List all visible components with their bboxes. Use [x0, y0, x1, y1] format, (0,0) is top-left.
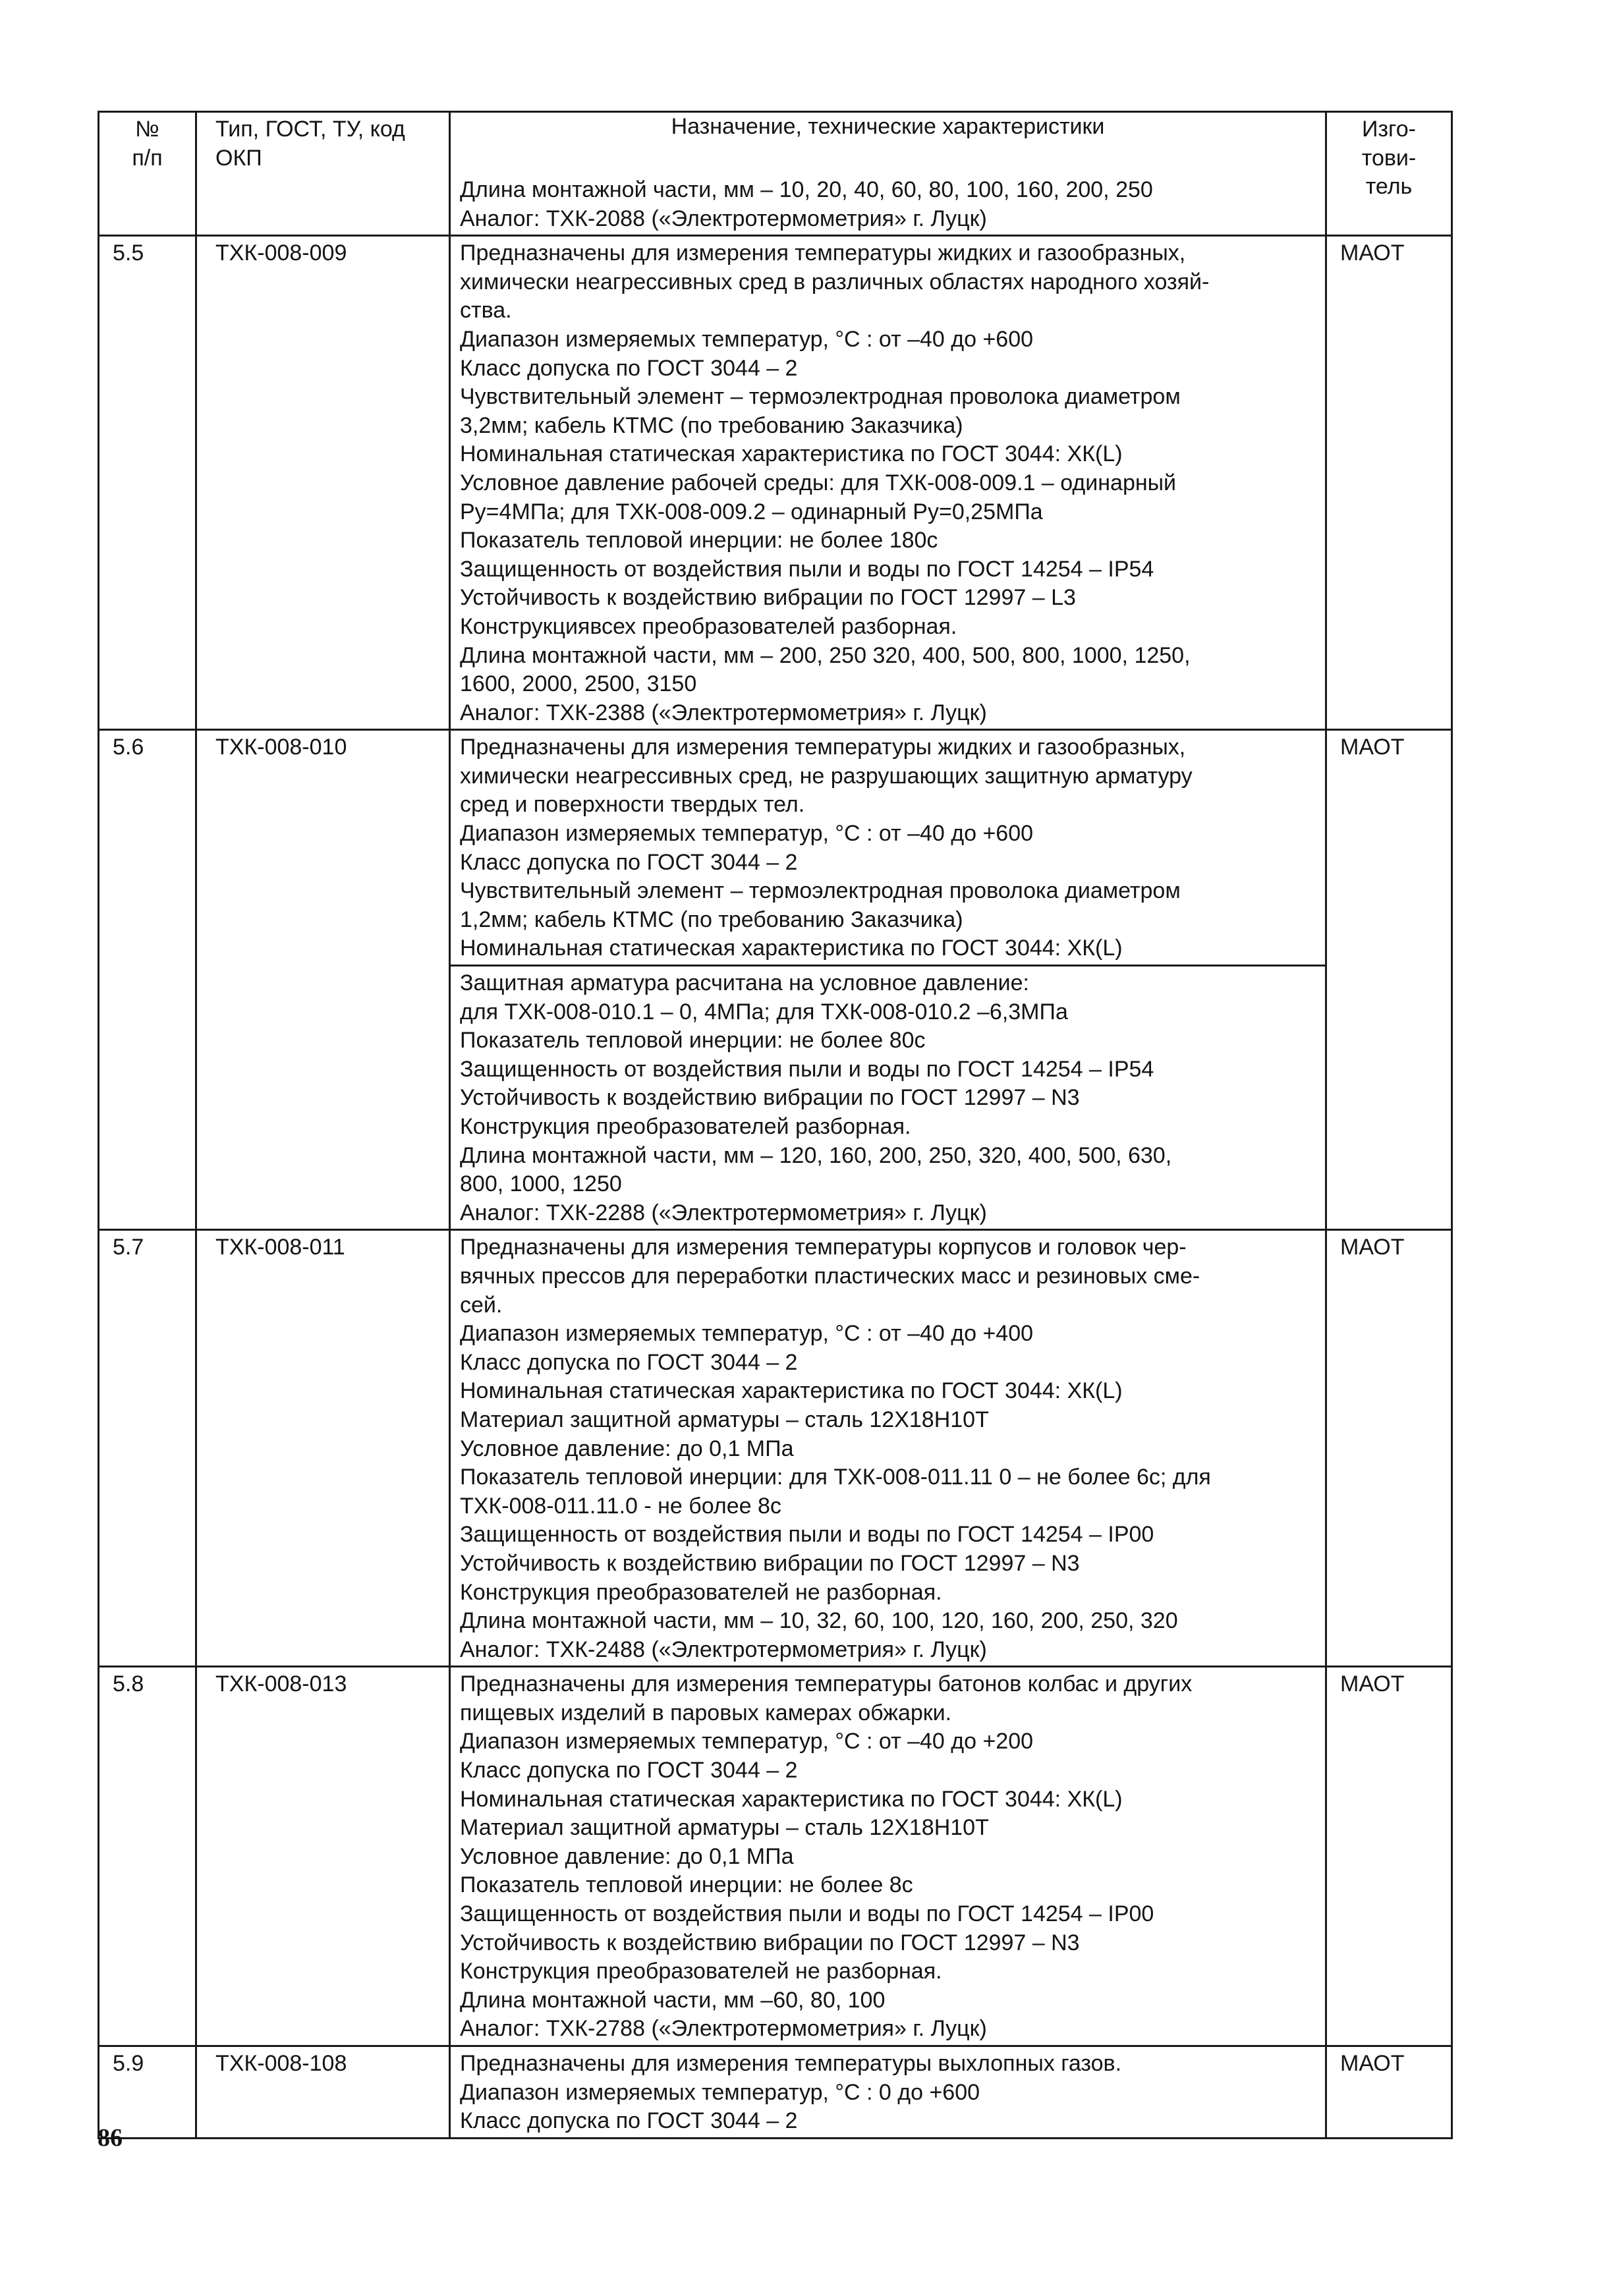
description-line: Материал защитной арматуры – сталь 12Х18Н10Т — [460, 1815, 989, 1841]
row-type: ТХК-008-108 — [196, 2046, 450, 2139]
header-maker-line: тель — [1365, 174, 1413, 200]
description-line: Класс допуска по ГОСТ 3044 – 2 — [460, 355, 798, 381]
header-number-line: № — [135, 117, 159, 142]
description-line: химически неагрессивных сред, не разрушающих защитную арматуру — [460, 763, 1193, 789]
description-line: Номинальная статическая характеристика по ГОСТ 3044: ХК(L) — [460, 1378, 1123, 1404]
row-number: 5.5 — [99, 236, 196, 730]
description-line: Номинальная статическая характеристика по ГОСТ 3044: ХК(L) — [460, 936, 1123, 961]
description-line: Конструкциявсех преобразователей разборная. — [460, 613, 957, 639]
header-maker-line: тови- — [1361, 145, 1417, 171]
row-description — [450, 730, 1326, 966]
specifications-table — [98, 111, 1453, 2139]
row-description — [450, 1667, 1326, 2046]
header-number-line: п/п — [132, 145, 163, 171]
description-line: 1600, 2000, 2500, 3150 — [460, 671, 697, 697]
description-line: Конструкция преобразователей не разборная. — [460, 1959, 942, 1984]
description-line: Защищенность от воздействия пыли и воды по ГОСТ 14254 – IP54 — [460, 556, 1154, 582]
description-line: Класс допуска по ГОСТ 3044 – 2 — [460, 849, 798, 875]
description-line: Условное давление: до 0,1 МПа — [460, 1436, 794, 1461]
description-line: вячных прессов для переработки пластических масс и резиновых сме- — [460, 1263, 1200, 1289]
row-description — [450, 1230, 1326, 1667]
description-line: Диапазон измеряемых температур, °С : 0 до +600 — [460, 2079, 980, 2105]
description-line: Устойчивость к воздействию вибрации по ГОСТ 12997 – L3 — [460, 585, 1076, 611]
header-maker-line: Изго- — [1362, 117, 1416, 142]
description-line: сей. — [460, 1292, 503, 1318]
header-maker — [1326, 112, 1452, 236]
table-row — [99, 1230, 1452, 1667]
description-line: Предназначены для измерения температуры выхлопных газов. — [460, 2051, 1122, 2076]
description-line: для ТХК-008-010.1 – 0, 4МПа; для ТХК-008-010.2 –6,3МПа — [460, 999, 1068, 1024]
description-line: ства. — [460, 298, 512, 323]
row-type: ТХК-008-009 — [196, 236, 450, 730]
header-type-line: ОКП — [215, 145, 262, 171]
table-row — [99, 1667, 1452, 2046]
row-number: 5.9 — [99, 2046, 196, 2139]
header-number — [99, 112, 196, 236]
description-line: Класс допуска по ГОСТ 3044 – 2 — [460, 1349, 798, 1375]
description-line: ТХК-008-011.11.0 - не более 8с — [460, 1493, 781, 1519]
description-line: 1,2мм; кабель КТМС (по требованию Заказчика) — [460, 907, 963, 932]
description-line: Предназначены для измерения температуры жидких и газообразных, — [460, 735, 1186, 760]
description-line: Показатель тепловой инерции: не более 8с — [460, 1872, 913, 1898]
description-line: сред и поверхности твердых тел. — [460, 792, 805, 818]
description-line: Диапазон измеряемых температур, °С : от –40 до +200 — [460, 1729, 1034, 1754]
row-number: 5.6 — [99, 730, 196, 1230]
description-line: Предназначены для измерения температуры батонов колбас и других — [460, 1671, 1193, 1697]
description-line: Показатель тепловой инерции: для ТХК-008-011.11 0 – не более 6с; для — [460, 1465, 1211, 1490]
description-line: Длина монтажной части, мм – 200, 250 320, 400, 500, 800, 1000, 1250, — [460, 642, 1191, 668]
description-line: Номинальная статическая характеристика по ГОСТ 3044: ХК(L) — [460, 441, 1123, 467]
description-line: Номинальная статическая характеристика по ГОСТ 3044: ХК(L) — [460, 1786, 1123, 1812]
description-line: 3,2мм; кабель КТМС (по требованию Заказчика) — [460, 412, 963, 438]
description-line: Показатель тепловой инерции: не более 80с — [460, 1028, 926, 1053]
description-line: Диапазон измеряемых температур, °С : от –40 до +600 — [460, 821, 1034, 847]
description-line: Диапазон измеряемых температур, °С : от –40 до +400 — [460, 1321, 1034, 1347]
header-type-line: Тип, ГОСТ, ТУ, код — [215, 117, 405, 142]
description-line: Конструкция преобразователей не разборная. — [460, 1579, 942, 1605]
table-header-row — [99, 112, 1452, 177]
description-line: Аналог: ТХК-2388 («Электротермометрия» г. Луцк) — [460, 700, 987, 725]
table-row — [99, 2046, 1452, 2139]
description-line: Ру=4МПа; для ТХК-008-009.2 – одинарный Ру=0,25МПа — [460, 499, 1043, 524]
description-line: Класс допуска по ГОСТ 3044 – 2 — [460, 1758, 798, 1783]
header-description-text: Назначение, технические характеристики — [671, 114, 1105, 139]
table-row — [99, 236, 1452, 730]
description-line: Аналог: ТХК-2488 («Электротермометрия» г. Луцк) — [460, 1637, 987, 1662]
header-type — [196, 112, 450, 236]
description-line: Класс допуска по ГОСТ 3044 – 2 — [460, 2108, 798, 2134]
row-number: 5.8 — [99, 1667, 196, 2046]
description-line: Длина монтажной части, мм – 10, 20, 40, 60, 80, 100, 160, 200, 250 — [460, 177, 1153, 202]
row-maker: МАОТ — [1326, 2046, 1452, 2139]
table-row — [99, 730, 1452, 966]
description-line: Аналог: ТХК-2088 («Электротермометрия» г. Луцк) — [460, 206, 987, 231]
description-line: пищевых изделий в паровых камерах обжарки. — [460, 1700, 952, 1725]
description-line: Защищенность от воздействия пыли и воды по ГОСТ 14254 – IP00 — [460, 1901, 1154, 1927]
page-number: 86 — [98, 2124, 123, 2152]
row-number: 5.7 — [99, 1230, 196, 1667]
row-type: ТХК-008-011 — [196, 1230, 450, 1667]
description-line: химически неагрессивных сред в различных областях народного хозяй- — [460, 269, 1210, 294]
description-line: Аналог: ТХК-2788 («Электротермометрия» г. Луцк) — [460, 2016, 987, 2042]
description-line: Защищенность от воздействия пыли и воды по ГОСТ 14254 – IP54 — [460, 1056, 1154, 1082]
row-type: ТХК-008-013 — [196, 1667, 450, 2046]
description-line: Защитная арматура расчитана на условное давление: — [460, 970, 1029, 996]
row-maker: МАОТ — [1326, 1667, 1452, 2046]
description-line: Устойчивость к воздействию вибрации по ГОСТ 12997 – N3 — [460, 1085, 1080, 1111]
description-line: Условное давление рабочей среды: для ТХК-008-009.1 – одинарный — [460, 470, 1177, 495]
row-description — [450, 236, 1326, 730]
description-line: Показатель тепловой инерции: не более 180с — [460, 528, 938, 553]
description-line: Устойчивость к воздействию вибрации по ГОСТ 12997 – N3 — [460, 1930, 1080, 1955]
description-line: Длина монтажной части, мм –60, 80, 100 — [460, 1987, 886, 2013]
description-line: Условное давление: до 0,1 МПа — [460, 1843, 794, 1869]
description-line: Диапазон измеряемых температур, °С : от –40 до +600 — [460, 326, 1034, 352]
row-maker: МАОТ — [1326, 236, 1452, 730]
header-description — [450, 112, 1326, 177]
row-maker: МАОТ — [1326, 730, 1452, 1230]
description-line: Аналог: ТХК-2288 («Электротермометрия» г. Луцк) — [460, 1200, 987, 1225]
description-line: Устойчивость к воздействию вибрации по ГОСТ 12997 – N3 — [460, 1550, 1080, 1576]
continuation-description — [450, 176, 1326, 236]
description-line: Длина монтажной части, мм – 10, 32, 60, 100, 120, 160, 200, 250, 320 — [460, 1608, 1178, 1634]
row-maker: МАОТ — [1326, 1230, 1452, 1667]
row-description-continued — [450, 966, 1326, 1230]
row-description — [450, 2046, 1326, 2139]
row-type: ТХК-008-010 — [196, 730, 450, 1230]
description-line: Длина монтажной части, мм – 120, 160, 200, 250, 320, 400, 500, 630, — [460, 1142, 1172, 1168]
description-line: Предназначены для измерения температуры жидких и газообразных, — [460, 240, 1186, 266]
description-line: 800, 1000, 1250 — [460, 1171, 622, 1197]
description-line: Конструкция преобразователей разборная. — [460, 1114, 911, 1139]
description-line: Предназначены для измерения температуры корпусов и головок чер- — [460, 1235, 1187, 1260]
description-line: Защищенность от воздействия пыли и воды по ГОСТ 14254 – IP00 — [460, 1522, 1154, 1548]
description-line: Чувствительный элемент – термоэлектродная проволока диаметром — [460, 878, 1181, 904]
description-line: Материал защитной арматуры – сталь 12Х18Н10Т — [460, 1407, 989, 1432]
description-line: Чувствительный элемент – термоэлектродная проволока диаметром — [460, 384, 1181, 410]
